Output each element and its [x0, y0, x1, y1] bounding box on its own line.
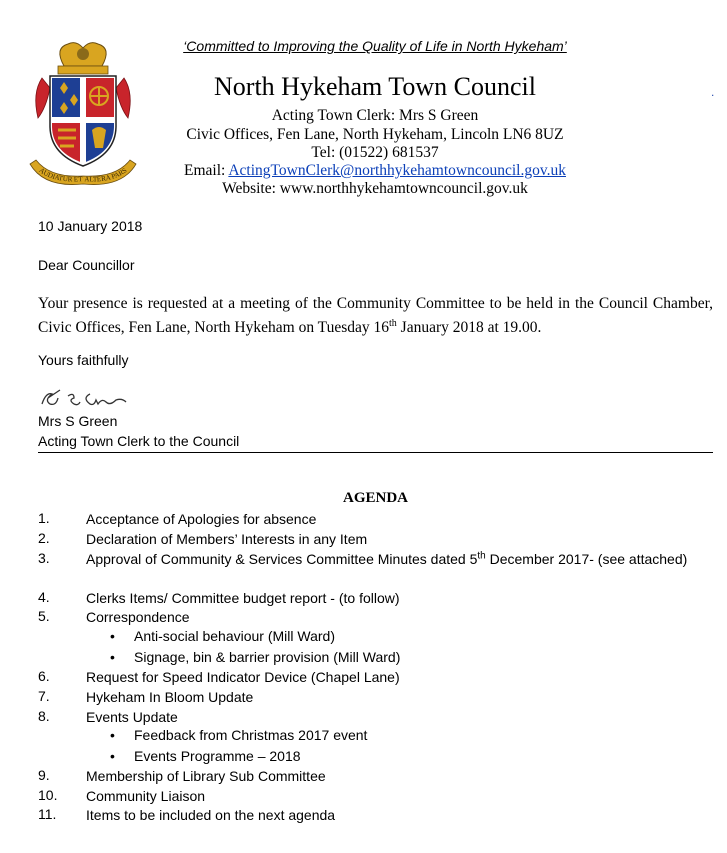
agenda-subitem: Anti-social behaviour (Mill Ward)	[134, 628, 335, 644]
agenda-subitem: Signage, bin & barrier provision (Mill Ward)	[134, 649, 401, 665]
clerk-line: Acting Town Clerk: Mrs S Green	[271, 107, 479, 124]
agenda-item-number: 8.	[38, 708, 50, 724]
agenda-item: Hykeham In Bloom Update	[86, 689, 254, 705]
council-motto: ‘Committed to Improving the Quality of Life in North Hykeham’	[183, 38, 567, 54]
agenda-item: Request for Speed Indicator Device (Chapel Lane)	[86, 669, 400, 685]
agenda-item: Community Liaison	[86, 788, 206, 804]
agenda-title: AGENDA	[342, 490, 408, 506]
agenda-subitem: Feedback from Christmas 2017 event	[134, 727, 368, 743]
agenda-item: Declaration of Members’ Interests in any Item	[86, 531, 368, 547]
agenda-item-number: 6.	[38, 668, 50, 684]
agenda-item-number: 3.	[38, 550, 50, 566]
bullet-icon: •	[110, 748, 115, 764]
agenda-item-number: 2.	[38, 530, 50, 546]
crest-motto-text: AUDIATUR ET ALTERA PARS	[37, 166, 129, 184]
divider-line	[38, 452, 713, 453]
agenda-item: Events Update	[86, 709, 178, 725]
signer-title: Acting Town Clerk to the Council	[38, 433, 240, 449]
agenda-item: Clerks Items/ Committee budget report - (to follow)	[86, 590, 400, 606]
agenda-item-number: 10.	[38, 787, 58, 803]
agenda-item: Items to be included on the next agenda	[86, 807, 336, 823]
telephone-line: Tel: (01522) 681537	[311, 144, 439, 161]
agenda-item: Approval of Community & Services Committee Minutes dated 5th December 2017- (see attached)	[86, 550, 688, 567]
bullet-icon: •	[110, 628, 115, 644]
agenda-item-number: 7.	[38, 688, 50, 704]
agenda-item: Acceptance of Apologies for absence	[86, 511, 317, 527]
stray-dot-mark: .	[711, 85, 715, 99]
agenda-subitem: Events Programme – 2018	[134, 748, 301, 764]
agenda-item-number: 5.	[38, 608, 50, 624]
closing: Yours faithfully	[38, 352, 129, 368]
email-label: Email:	[184, 162, 229, 179]
council-crest-logo	[24, 38, 142, 188]
letter-date: 10 January 2018	[38, 218, 143, 234]
bullet-icon: •	[110, 649, 115, 665]
website-line: Website: www.northhykehamtowncouncil.gov.uk	[222, 180, 528, 197]
meeting-notice-paragraph: Your presence is requested at a meeting of the Community Committee to be held in the Council Chamber, Civic Offices, Fen Lane, North Hykeham on Tuesday 16th January 2018 at 19.00.	[38, 295, 713, 337]
council-name: North Hykeham Town Council	[214, 72, 536, 101]
email-link[interactable]: ActingTownClerk@northhykehamtowncouncil.gov.uk	[228, 162, 566, 179]
agenda-item-number: 1.	[38, 510, 50, 526]
agenda-item-number: 11.	[38, 806, 57, 822]
agenda-item: Membership of Library Sub Committee	[86, 768, 326, 784]
address-line: Civic Offices, Fen Lane, North Hykeham, Lincoln LN6 8UZ	[186, 126, 564, 143]
bullet-icon: •	[110, 727, 115, 743]
salutation: Dear Councillor	[38, 257, 135, 273]
signer-name: Mrs S Green	[38, 413, 118, 429]
agenda-item: Correspondence	[86, 609, 190, 625]
agenda-item-number: 9.	[38, 767, 50, 783]
email-line	[150, 161, 600, 180]
handwritten-signature	[38, 386, 138, 410]
agenda-item-number: 4.	[38, 589, 50, 605]
